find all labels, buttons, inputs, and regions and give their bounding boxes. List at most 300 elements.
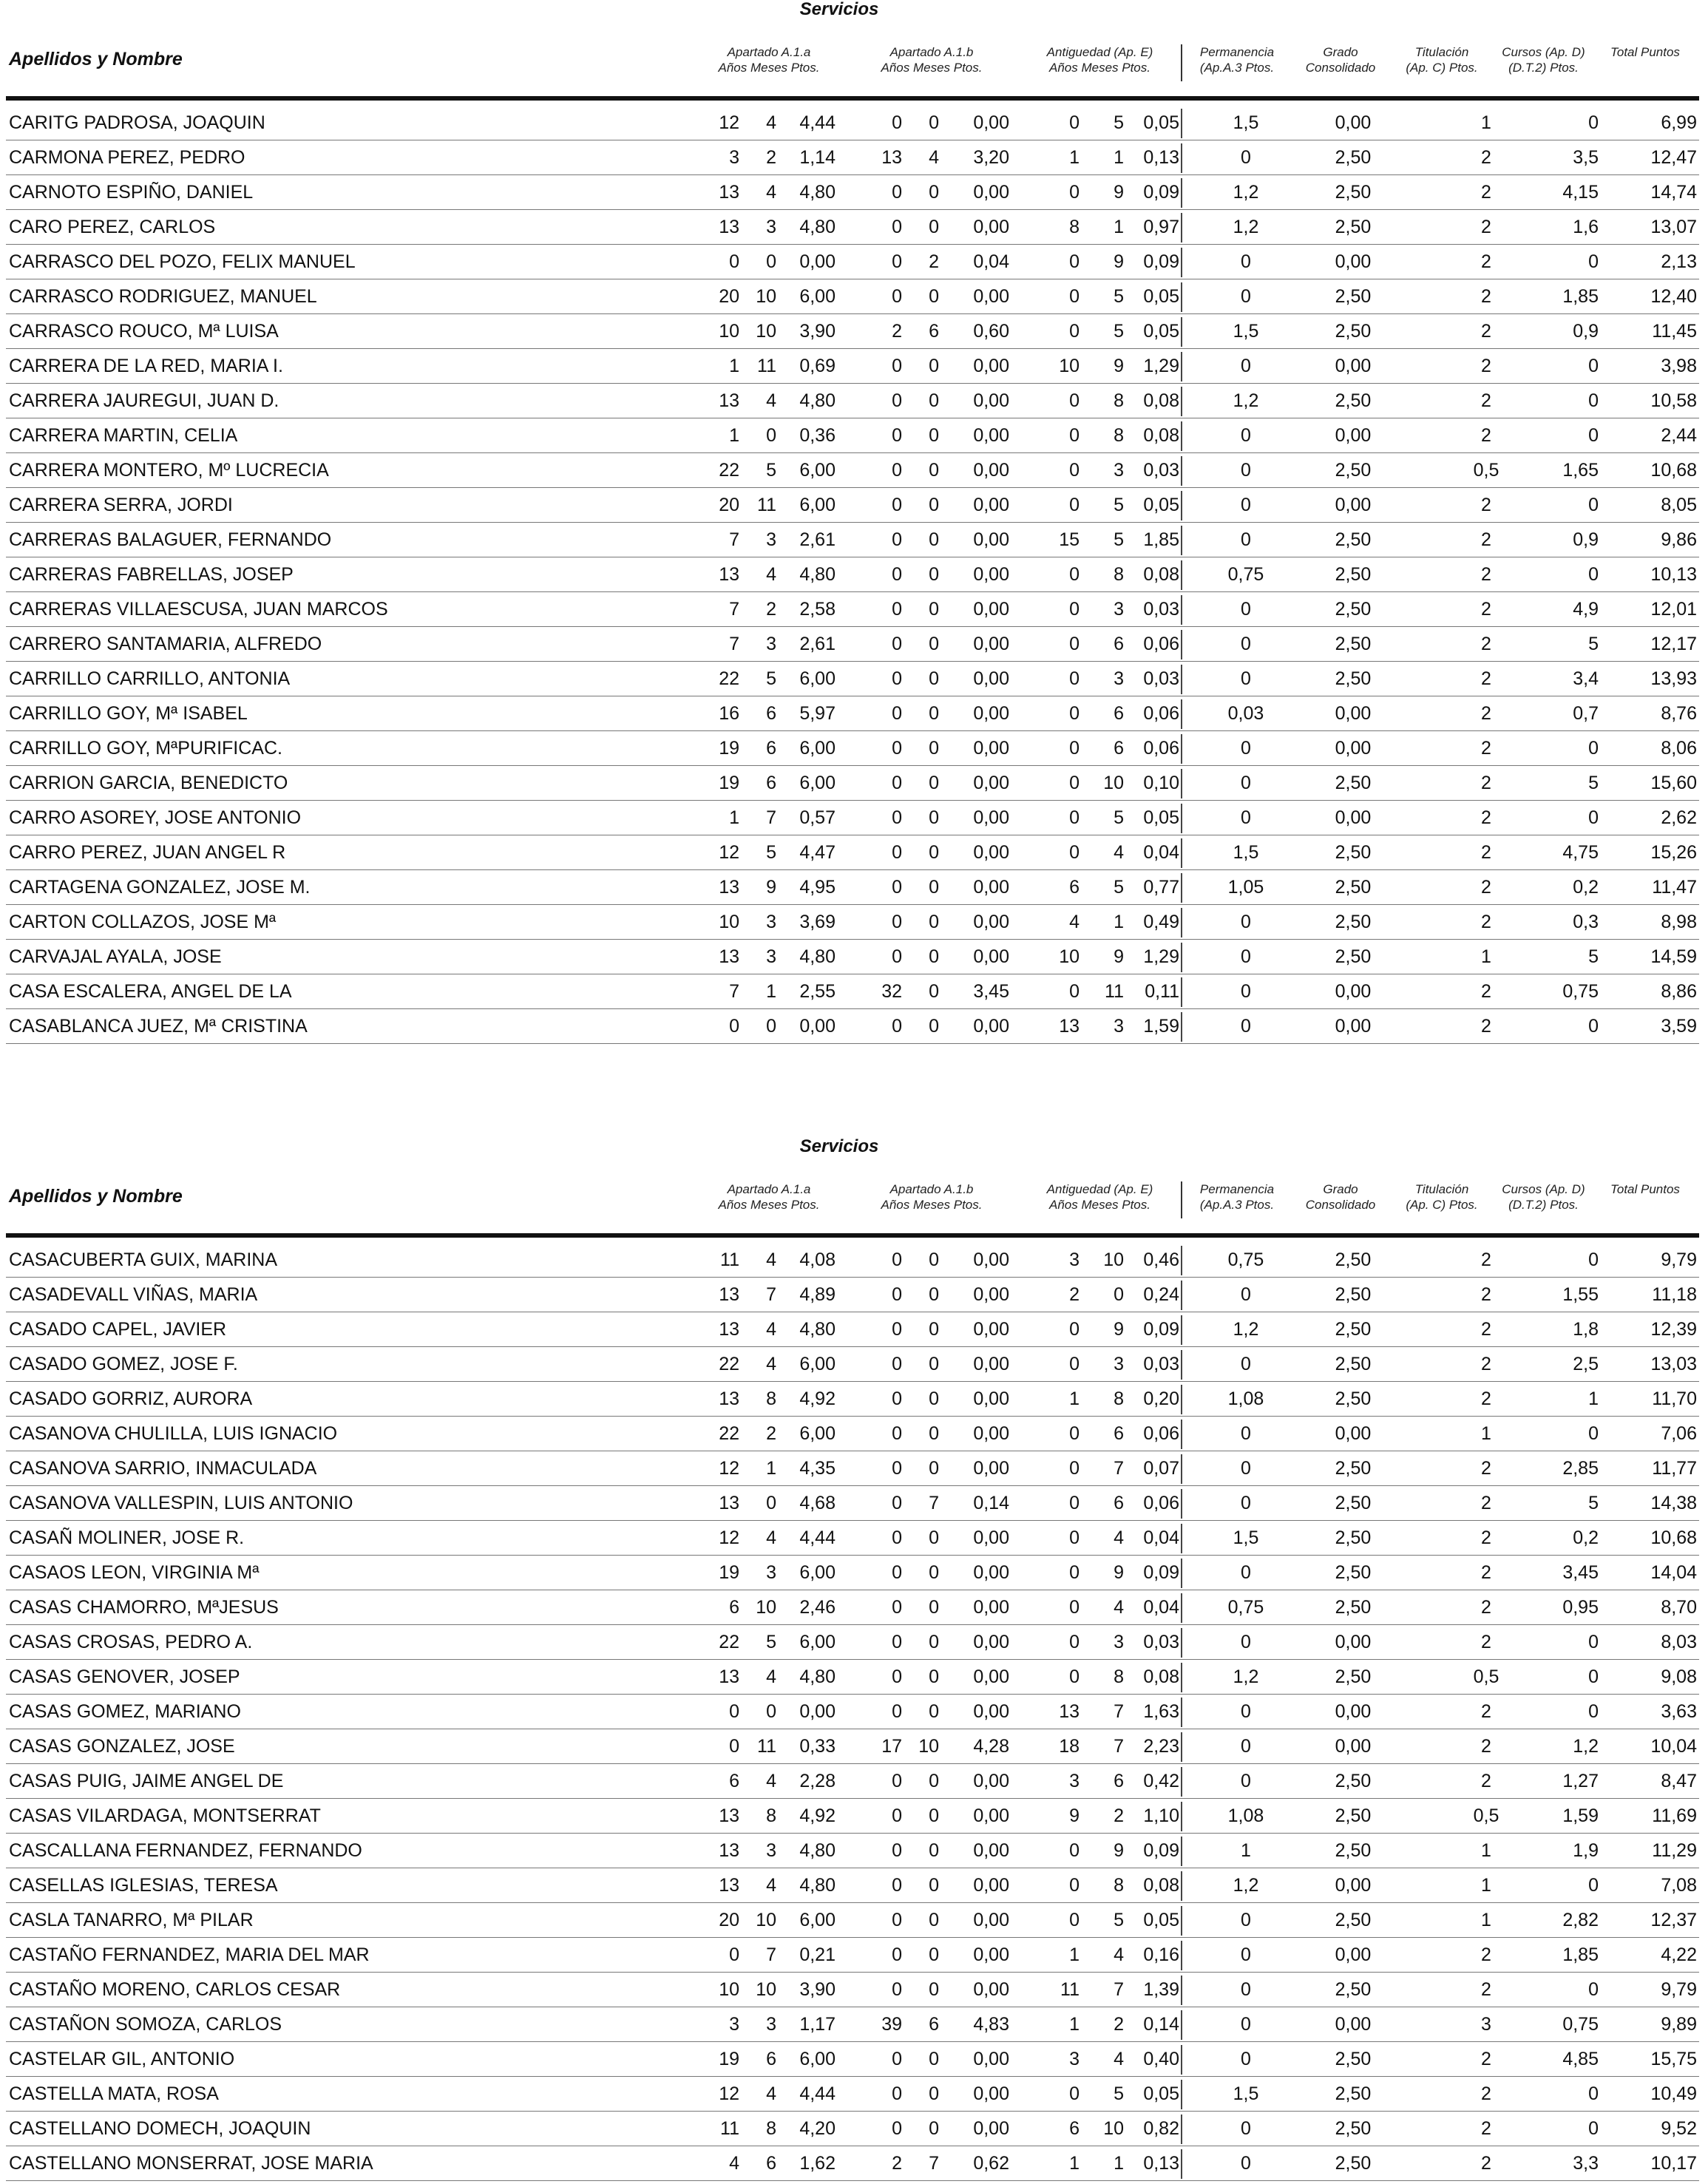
cell-cursos: 0,9	[1573, 321, 1599, 342]
cell-a1a-months: 4	[766, 564, 776, 585]
cell-a1b-years: 0	[892, 425, 902, 446]
cell-a1b-years: 32	[881, 981, 902, 1002]
cell-a1a-years: 22	[719, 460, 739, 481]
cell-antiguedad-points: 0,07	[1143, 1458, 1179, 1479]
cell-a1a-months: 4	[766, 390, 776, 411]
cell-total: 13,03	[1650, 1354, 1697, 1374]
cell-name: CARO PEREZ, CARLOS	[9, 217, 216, 237]
header-name: Apellidos y Nombre	[9, 49, 183, 69]
cell-cursos: 5	[1588, 634, 1599, 654]
cell-antiguedad-months: 5	[1114, 495, 1124, 515]
cell-cursos: 1,27	[1562, 1771, 1599, 1791]
cell-a1a-points: 4,44	[799, 1527, 836, 1548]
cell-titulacion: 0,5	[1473, 1805, 1499, 1826]
table-row	[0, 488, 1708, 523]
cell-a1a-years: 22	[719, 668, 739, 689]
cell-antiguedad-points: 0,10	[1143, 773, 1179, 793]
header-total: Total Puntos	[1610, 45, 1680, 59]
cell-name: CARRILLO GOY, MªPURIFICAC.	[9, 738, 282, 759]
cell-a1b-months: 0	[929, 182, 939, 203]
cell-antiguedad-points: 0,09	[1143, 182, 1179, 203]
cell-a1a-years: 13	[719, 1319, 739, 1340]
cell-permanencia: 0	[1241, 2014, 1251, 2035]
cell-a1b-months: 0	[929, 981, 939, 1002]
cell-antiguedad-years: 10	[1059, 946, 1080, 967]
cell-a1b-years: 0	[892, 1910, 902, 1930]
cell-antiguedad-years: 4	[1069, 912, 1080, 932]
cell-a1b-months: 0	[929, 1875, 939, 1896]
cell-cursos: 4,75	[1562, 842, 1599, 863]
cell-antiguedad-points: 0,08	[1143, 1875, 1179, 1896]
cell-a1b-points: 0,14	[973, 1493, 1009, 1513]
cell-a1b-years: 0	[892, 946, 902, 967]
cell-name: CARTON COLLAZOS, JOSE Mª	[9, 912, 277, 932]
cell-antiguedad-points: 0,40	[1143, 2049, 1179, 2069]
cell-a1a-points: 0,69	[799, 356, 836, 376]
cell-cursos: 0,9	[1573, 529, 1599, 550]
cell-antiguedad-years: 13	[1059, 1701, 1080, 1722]
header-antiguedad: Antiguedad (Ap. E) Años Meses Ptos.	[1046, 45, 1153, 75]
cell-a1b-years: 0	[892, 1805, 902, 1826]
cell-a1a-years: 13	[719, 1805, 739, 1826]
cell-antiguedad-months: 8	[1114, 1666, 1124, 1687]
cell-total: 13,93	[1650, 668, 1697, 689]
cell-permanencia: 0	[1241, 946, 1251, 967]
cell-cursos: 0	[1588, 251, 1599, 272]
cell-titulacion: 2	[1481, 703, 1491, 724]
cell-grado: 2,50	[1335, 1910, 1372, 1930]
table-row	[0, 106, 1708, 140]
cell-a1b-years: 0	[892, 2049, 902, 2069]
cell-a1a-points: 4,47	[799, 842, 836, 863]
cell-a1a-years: 13	[719, 217, 739, 237]
column-divider	[1181, 248, 1182, 277]
cell-total: 8,05	[1661, 495, 1697, 515]
cell-a1b-points: 0,00	[973, 1354, 1009, 1374]
cell-grado: 0,00	[1335, 703, 1372, 724]
cell-antiguedad-points: 0,09	[1143, 1319, 1179, 1340]
cell-permanencia: 1,5	[1233, 112, 1259, 133]
cell-total: 10,58	[1650, 390, 1697, 411]
column-divider	[1181, 1698, 1182, 1727]
cell-cursos: 0	[1588, 390, 1599, 411]
cell-grado: 0,00	[1335, 1701, 1372, 1722]
cell-permanencia: 0	[1241, 2153, 1251, 2174]
cell-antiguedad-years: 0	[1069, 390, 1080, 411]
cell-total: 2,13	[1661, 251, 1697, 272]
cell-titulacion: 0,5	[1473, 460, 1499, 481]
cell-a1a-years: 13	[719, 1840, 739, 1861]
cell-total: 8,76	[1661, 703, 1697, 724]
cell-a1b-points: 0,00	[973, 1249, 1009, 1270]
cell-a1a-points: 4,92	[799, 1388, 836, 1409]
cell-a1b-years: 0	[892, 286, 902, 307]
cell-a1b-years: 0	[892, 1458, 902, 1479]
cell-antiguedad-months: 8	[1114, 425, 1124, 446]
cell-antiguedad-months: 3	[1114, 1632, 1124, 1652]
cell-a1a-years: 7	[729, 529, 739, 550]
cell-name: CASAS CHAMORRO, MªJESUS	[9, 1597, 279, 1618]
cell-name: CARRERO SANTAMARIA, ALFREDO	[9, 634, 322, 654]
cell-cursos: 0	[1588, 1701, 1599, 1722]
cell-total: 10,13	[1650, 564, 1697, 585]
cell-a1b-months: 0	[929, 286, 939, 307]
cell-permanencia: 1,5	[1233, 842, 1259, 863]
column-divider	[1181, 352, 1182, 381]
cell-name: CARMONA PEREZ, PEDRO	[9, 147, 245, 168]
cell-a1a-years: 20	[719, 1910, 739, 1930]
cell-a1b-years: 39	[881, 2014, 902, 2035]
cell-cursos: 1,9	[1573, 1840, 1599, 1861]
cell-a1b-years: 0	[892, 251, 902, 272]
column-divider	[1181, 1524, 1182, 1553]
cell-cursos: 0	[1588, 425, 1599, 446]
cell-a1b-years: 0	[892, 1944, 902, 1965]
cell-a1b-years: 0	[892, 390, 902, 411]
cell-a1b-points: 0,00	[973, 1597, 1009, 1618]
table-row	[0, 1382, 1708, 1417]
cell-a1b-points: 0,00	[973, 1319, 1009, 1340]
cell-a1a-months: 8	[766, 1388, 776, 1409]
cell-permanencia: 0	[1241, 1736, 1251, 1757]
cell-antiguedad-years: 0	[1069, 495, 1080, 515]
cell-a1a-points: 1,17	[799, 2014, 836, 2035]
cell-permanencia: 0	[1241, 2049, 1251, 2069]
cell-a1a-years: 22	[719, 1354, 739, 1374]
cell-permanencia: 0	[1241, 1493, 1251, 1513]
cell-grado: 2,50	[1335, 946, 1372, 967]
column-divider	[1181, 769, 1182, 798]
cell-total: 14,38	[1650, 1493, 1697, 1513]
cell-antiguedad-months: 1	[1114, 217, 1124, 237]
column-divider	[1181, 317, 1182, 347]
cell-name: CARRO PEREZ, JUAN ANGEL R	[9, 842, 286, 863]
cell-a1a-points: 4,89	[799, 1284, 836, 1305]
cell-a1b-years: 0	[892, 634, 902, 654]
cell-antiguedad-months: 5	[1114, 112, 1124, 133]
cell-a1b-points: 0,00	[973, 425, 1009, 446]
cell-antiguedad-points: 2,23	[1143, 1736, 1179, 1757]
cell-cursos: 0	[1588, 1666, 1599, 1687]
column-divider	[1181, 1559, 1182, 1588]
cell-name: CASADO GORRIZ, AURORA	[9, 1388, 253, 1409]
cell-a1b-years: 0	[892, 1666, 902, 1687]
cell-a1a-years: 12	[719, 112, 739, 133]
cell-total: 4,22	[1661, 1944, 1697, 1965]
cell-grado: 2,50	[1335, 2049, 1372, 2069]
cell-titulacion: 2	[1481, 147, 1491, 168]
cell-total: 15,60	[1650, 773, 1697, 793]
cell-a1b-months: 0	[929, 668, 939, 689]
column-divider	[1181, 1454, 1182, 1484]
cell-a1b-months: 0	[929, 703, 939, 724]
cell-total: 11,77	[1652, 1458, 1697, 1479]
cell-total: 11,69	[1652, 1805, 1697, 1826]
cell-antiguedad-months: 7	[1114, 1979, 1124, 2000]
cell-a1b-years: 0	[892, 912, 902, 932]
cell-cursos: 2,5	[1573, 1354, 1599, 1374]
cell-a1b-months: 0	[929, 460, 939, 481]
cell-name: CASTAÑON SOMOZA, CARLOS	[9, 2014, 282, 2035]
header-cursos: Cursos (Ap. D) (D.T.2) Ptos.	[1502, 45, 1585, 75]
cell-a1a-points: 0,36	[799, 425, 836, 446]
cell-a1a-months: 5	[766, 668, 776, 689]
cell-antiguedad-years: 11	[1060, 1979, 1080, 2000]
cell-name: CARRERAS BALAGUER, FERNANDO	[9, 529, 332, 550]
cell-antiguedad-months: 5	[1114, 1910, 1124, 1930]
cell-a1a-years: 13	[719, 1875, 739, 1896]
cell-antiguedad-months: 6	[1114, 1771, 1124, 1791]
table-row	[0, 1278, 1708, 1312]
cell-total: 7,06	[1661, 1423, 1697, 1444]
table-row	[0, 1009, 1708, 1044]
cell-a1b-months: 0	[929, 1354, 939, 1374]
cell-name: CASAS GONZALEZ, JOSE	[9, 1736, 235, 1757]
cell-antiguedad-points: 0,24	[1143, 1284, 1179, 1305]
cell-a1b-months: 0	[929, 842, 939, 863]
cell-antiguedad-years: 0	[1069, 634, 1080, 654]
cell-cursos: 0	[1588, 112, 1599, 133]
cell-antiguedad-months: 7	[1114, 1458, 1124, 1479]
cell-a1b-points: 0,00	[973, 286, 1009, 307]
cell-antiguedad-points: 0,08	[1143, 564, 1179, 585]
cell-a1b-points: 0,00	[973, 495, 1009, 515]
table-row	[0, 140, 1708, 175]
cell-a1b-years: 0	[892, 1319, 902, 1340]
cell-antiguedad-years: 0	[1069, 1527, 1080, 1548]
cell-antiguedad-points: 0,08	[1143, 390, 1179, 411]
cell-a1b-months: 7	[929, 2153, 939, 2174]
section-title: Servicios	[799, 0, 879, 19]
cell-permanencia: 1,2	[1233, 1875, 1259, 1896]
cell-a1a-years: 12	[719, 1458, 739, 1479]
cell-a1b-points: 0,00	[973, 1840, 1009, 1861]
cell-a1a-years: 20	[719, 495, 739, 515]
column-divider	[1181, 1315, 1182, 1345]
cell-a1a-months: 4	[766, 1771, 776, 1791]
cell-permanencia: 0,03	[1227, 703, 1264, 724]
cell-grado: 2,50	[1335, 564, 1372, 585]
cell-antiguedad-points: 0,13	[1143, 2153, 1179, 2174]
cell-grado: 0,00	[1335, 251, 1372, 272]
cell-a1a-years: 6	[729, 1597, 739, 1618]
cell-name: CASTELLANO MONSERRAT, JOSE MARIA	[9, 2153, 373, 2174]
table-row	[0, 1729, 1708, 1764]
table-row	[0, 801, 1708, 835]
cell-antiguedad-years: 0	[1069, 1458, 1080, 1479]
cell-a1b-years: 0	[892, 112, 902, 133]
cell-a1a-years: 4	[729, 2153, 739, 2174]
cell-antiguedad-months: 7	[1114, 1701, 1124, 1722]
cell-a1b-years: 13	[881, 147, 902, 168]
cell-titulacion: 1	[1481, 112, 1491, 133]
cell-permanencia: 0	[1241, 286, 1251, 307]
cell-a1a-points: 4,80	[799, 946, 836, 967]
cell-titulacion: 2	[1481, 877, 1491, 898]
cell-a1a-points: 4,80	[799, 564, 836, 585]
cell-a1b-months: 4	[929, 147, 939, 168]
cell-a1a-years: 10	[719, 321, 739, 342]
cell-antiguedad-points: 0,13	[1143, 147, 1179, 168]
cell-grado: 2,50	[1335, 182, 1372, 203]
cell-a1b-years: 0	[892, 217, 902, 237]
cell-total: 12,01	[1650, 599, 1697, 620]
cell-antiguedad-points: 0,03	[1143, 1632, 1179, 1652]
table-row	[0, 1903, 1708, 1938]
cell-a1b-points: 0,00	[973, 1771, 1009, 1791]
cell-permanencia: 0	[1241, 1423, 1251, 1444]
cell-antiguedad-months: 8	[1114, 390, 1124, 411]
cell-a1b-years: 0	[892, 1249, 902, 1270]
cell-a1b-months: 0	[929, 1319, 939, 1340]
cell-a1b-points: 0,00	[973, 2083, 1009, 2104]
cell-antiguedad-months: 5	[1114, 807, 1124, 828]
cell-antiguedad-points: 1,29	[1143, 356, 1179, 376]
cell-name: CARNOTO ESPIÑO, DANIEL	[9, 182, 254, 203]
cell-a1a-months: 0	[766, 251, 776, 272]
cell-antiguedad-years: 0	[1069, 1840, 1080, 1861]
cell-total: 9,08	[1661, 1666, 1697, 1687]
cell-a1b-points: 0,00	[973, 1527, 1009, 1548]
cell-permanencia: 0	[1241, 2118, 1251, 2139]
table-row	[0, 314, 1708, 349]
cell-titulacion: 2	[1481, 738, 1491, 759]
column-divider	[1181, 44, 1182, 81]
cell-a1b-months: 0	[929, 1527, 939, 1548]
cell-cursos: 2,82	[1562, 1910, 1599, 1930]
cell-cursos: 5	[1588, 1493, 1599, 1513]
cell-a1b-points: 0,00	[973, 356, 1009, 376]
cell-titulacion: 2	[1481, 1319, 1491, 1340]
cell-a1b-years: 0	[892, 1284, 902, 1305]
cell-permanencia: 0	[1241, 668, 1251, 689]
cell-a1a-months: 9	[766, 877, 776, 898]
cell-antiguedad-years: 1	[1069, 2153, 1080, 2174]
cell-a1b-years: 0	[892, 1701, 902, 1722]
header-rule	[6, 1233, 1699, 1238]
cell-a1b-points: 3,45	[973, 981, 1009, 1002]
cell-permanencia: 0	[1241, 1354, 1251, 1374]
cell-a1b-points: 0,00	[973, 807, 1009, 828]
cell-antiguedad-points: 0,05	[1143, 1910, 1179, 1930]
cell-antiguedad-months: 1	[1114, 912, 1124, 932]
table-row	[0, 766, 1708, 801]
cell-antiguedad-points: 0,06	[1143, 703, 1179, 724]
cell-a1b-months: 0	[929, 738, 939, 759]
cell-cursos: 0	[1588, 2118, 1599, 2139]
cell-titulacion: 2	[1481, 1979, 1491, 2000]
cell-a1a-points: 2,61	[799, 529, 836, 550]
cell-titulacion: 1	[1481, 1840, 1491, 1861]
cell-antiguedad-months: 3	[1114, 599, 1124, 620]
cell-name: CARRERA DE LA RED, MARIA I.	[9, 356, 283, 376]
header-rule	[6, 96, 1699, 101]
cell-a1b-points: 0,00	[973, 217, 1009, 237]
cell-a1a-years: 1	[729, 356, 739, 376]
cell-antiguedad-months: 8	[1114, 564, 1124, 585]
cell-antiguedad-months: 9	[1114, 1319, 1124, 1340]
cell-titulacion: 2	[1481, 773, 1491, 793]
cell-antiguedad-years: 1	[1069, 1944, 1080, 1965]
cell-a1a-points: 3,90	[799, 321, 836, 342]
cell-a1b-points: 0,00	[973, 1979, 1009, 2000]
cell-total: 11,29	[1652, 1840, 1697, 1861]
cell-a1b-years: 0	[892, 1875, 902, 1896]
cell-total: 10,49	[1650, 2083, 1697, 2104]
cell-antiguedad-months: 4	[1114, 1944, 1124, 1965]
cell-antiguedad-months: 10	[1103, 1249, 1124, 1270]
cell-a1a-months: 3	[766, 529, 776, 550]
cell-total: 13,07	[1650, 217, 1697, 237]
cell-titulacion: 2	[1481, 668, 1491, 689]
cell-a1b-points: 0,00	[973, 1562, 1009, 1583]
cell-grado: 2,50	[1335, 1527, 1372, 1548]
column-divider	[1181, 491, 1182, 520]
cell-antiguedad-years: 0	[1069, 1666, 1080, 1687]
cell-a1b-points: 0,00	[973, 1016, 1009, 1037]
cell-name: CARRERA JAUREGUI, JUAN D.	[9, 390, 279, 411]
cell-a1a-months: 4	[766, 1354, 776, 1374]
cell-a1b-points: 0,00	[973, 599, 1009, 620]
cell-titulacion: 2	[1481, 529, 1491, 550]
cell-a1a-points: 6,00	[799, 738, 836, 759]
cell-cursos: 0	[1588, 495, 1599, 515]
table-row	[0, 557, 1708, 592]
cell-antiguedad-months: 3	[1114, 460, 1124, 481]
cell-a1a-years: 7	[729, 981, 739, 1002]
column-divider	[1181, 1012, 1182, 1042]
cell-total: 11,70	[1652, 1388, 1697, 1409]
column-divider	[1181, 1181, 1182, 1218]
column-divider	[1181, 595, 1182, 625]
cell-name: CARRION GARCIA, BENEDICTO	[9, 773, 288, 793]
cell-a1b-years: 0	[892, 529, 902, 550]
cell-antiguedad-points: 0,06	[1143, 1493, 1179, 1513]
cell-antiguedad-points: 0,08	[1143, 1666, 1179, 1687]
cell-grado: 2,50	[1335, 773, 1372, 793]
cell-grado: 2,50	[1335, 286, 1372, 307]
table-row	[0, 2146, 1708, 2181]
cell-grado: 2,50	[1335, 1771, 1372, 1791]
cell-antiguedad-points: 0,08	[1143, 425, 1179, 446]
cell-a1a-months: 10	[756, 321, 776, 342]
cell-permanencia: 0	[1241, 1284, 1251, 1305]
cell-permanencia: 0	[1241, 1979, 1251, 2000]
cell-a1a-months: 4	[766, 1319, 776, 1340]
cell-antiguedad-points: 0,06	[1143, 1423, 1179, 1444]
cell-a1b-years: 0	[892, 356, 902, 376]
cell-grado: 0,00	[1335, 1875, 1372, 1896]
column-divider	[1181, 2010, 1182, 2040]
column-divider	[1181, 734, 1182, 764]
cell-antiguedad-months: 2	[1114, 1805, 1124, 1826]
cell-name: CARRILLO CARRILLO, ANTONIA	[9, 668, 291, 689]
cell-antiguedad-months: 4	[1114, 1597, 1124, 1618]
cell-antiguedad-years: 3	[1069, 1249, 1080, 1270]
cell-a1b-years: 0	[892, 807, 902, 828]
cell-grado: 2,50	[1335, 460, 1372, 481]
cell-a1b-months: 0	[929, 1979, 939, 2000]
cell-antiguedad-years: 0	[1069, 703, 1080, 724]
cell-antiguedad-years: 0	[1069, 773, 1080, 793]
column-divider	[1181, 908, 1182, 937]
cell-titulacion: 2	[1481, 1493, 1491, 1513]
header-antiguedad: Antiguedad (Ap. E) Años Meses Ptos.	[1046, 1182, 1153, 1212]
cell-antiguedad-years: 0	[1069, 981, 1080, 1002]
cell-total: 8,03	[1661, 1632, 1697, 1652]
cell-titulacion: 2	[1481, 842, 1491, 863]
cell-a1b-months: 0	[929, 807, 939, 828]
